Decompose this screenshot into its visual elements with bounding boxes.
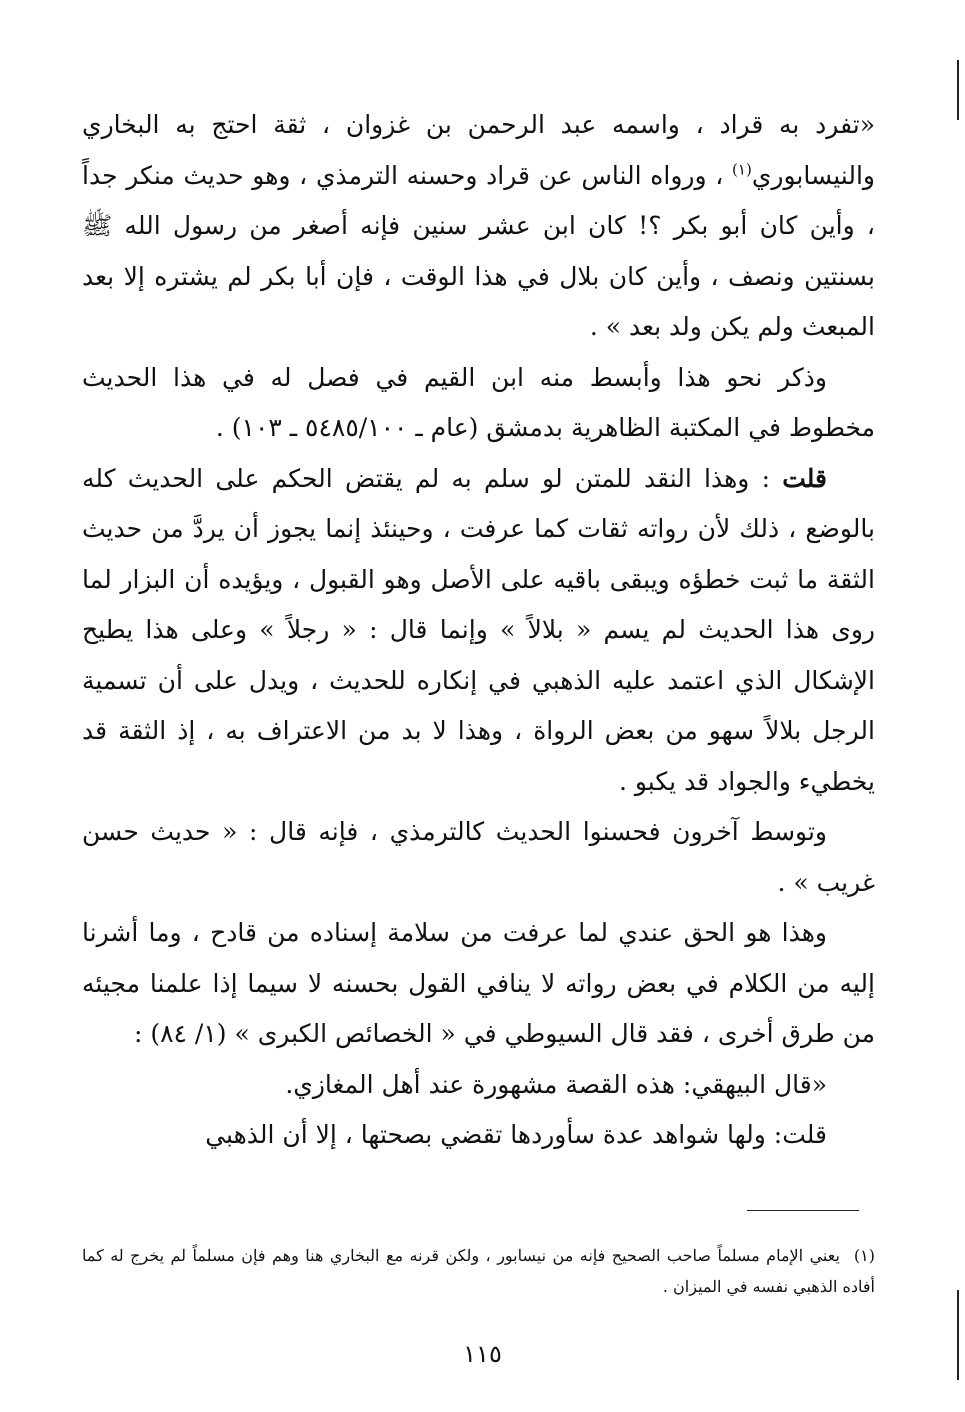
main-text — [82, 100, 875, 1161]
qultu-label: قلت — [782, 463, 827, 493]
paragraph-qultu-1 — [82, 454, 875, 808]
paragraph-quote-text: «تفرد به قراد ، واسمه عبد الرحمن بن غزوان ، ثقة احتج به البخاري والنيسابوري — [82, 110, 875, 190]
paragraph-quote-rest: ، ورواه الناس عن قراد وحسنه الترمذي ، وهو حديث منكر جداً ، وأين كان أبو بكر ؟! كان ابن عشر سنين فإنه أصغر من رسول الله ﷺ بسنتين ونصف ، وأين كان بلال في هذا الوقت ، فإن أبا بكر لم يشتره إلا بعد المبعث ولم يكن ولد بعد » . — [82, 160, 875, 341]
paragraph-qultu-2 — [82, 1110, 875, 1161]
paragraph-bayhaqi: «قال البيهقي: هذه القصة مشهورة عند أهل المغازي. — [285, 1069, 827, 1099]
footnote-text: يعني الإمام مسلماً صاحب الصحيح فإنه من نيسابور ، ولكن قرنه مع البخاري هنا وهم فإن مسلماً لم يخرج له كما أفاده الذهبي نفسه في الميزان . — [82, 1246, 875, 1296]
paragraph-qultu-2-text: : ولها شواهد عدة سأوردها تقضي بصحتها ، إلا أن الذهبي — [205, 1120, 783, 1149]
paragraph-ibn-qayyim: وذكر نحو هذا وأبسط منه ابن القيم في فصل له في هذا الحديث مخطوط في المكتبة الظاهرية بدمشق (عام ـ ٥٤٨٥/١٠٠ ـ ١٠٣) . — [82, 362, 875, 442]
page-number: ١١٥ — [463, 1340, 502, 1368]
paragraph-qultu-1-text: : وهذا النقد للمتن لو سلم به لم يقتض الحكم على الحديث كله بالوضع ، ذلك لأن رواته ثقات كما عرفت ، وحينئذ إنما يجوز أن يردَّ من حديث الثقة ما ثبت خطؤه ويبقى باقيه على الأصل وهو القبول ، ويؤيده أن البزار لما روى هذا الحديث لم يسم « بلالاً » وإنما قال : « رجلاً » وعلى هذا يطيح الإشكال الذي اعتمد عليه الذهبي في إنكاره للحديث ، ويدل على أن تسمية الرجل بلالاً سهو من بعض الرواة ، وهذا لا بد من الاعتراف به ، إذ الثقة قد يخطيء والجواد قد يكبو . — [82, 463, 875, 796]
paragraph-quote — [82, 100, 875, 353]
footnote-number: (١) — [853, 1246, 875, 1265]
qultu-label-2: قلت — [782, 1120, 827, 1149]
page-edge-top — [957, 60, 959, 120]
footnotes — [82, 1240, 875, 1302]
paragraph-tirmidhi: وتوسط آخرون فحسنوا الحديث كالترمذي ، فإنه قال : « حديث حسن غريب » . — [82, 817, 875, 897]
footnote-item — [82, 1240, 875, 1302]
footnote-reference: (١) — [732, 160, 752, 179]
footnote-separator — [747, 1210, 859, 1211]
paragraph-haqq: وهذا هو الحق عندي لما عرفت من سلامة إسناده من قادح ، وما أشرنا إليه من الكلام في بعض رواته لا ينافي القول بحسنه لا سيما إذا علمنا مجيئه من طرق أخرى ، فقد قال السيوطي في « الخصائص الكبرى » (١/ ٨٤) : — [82, 918, 875, 1048]
